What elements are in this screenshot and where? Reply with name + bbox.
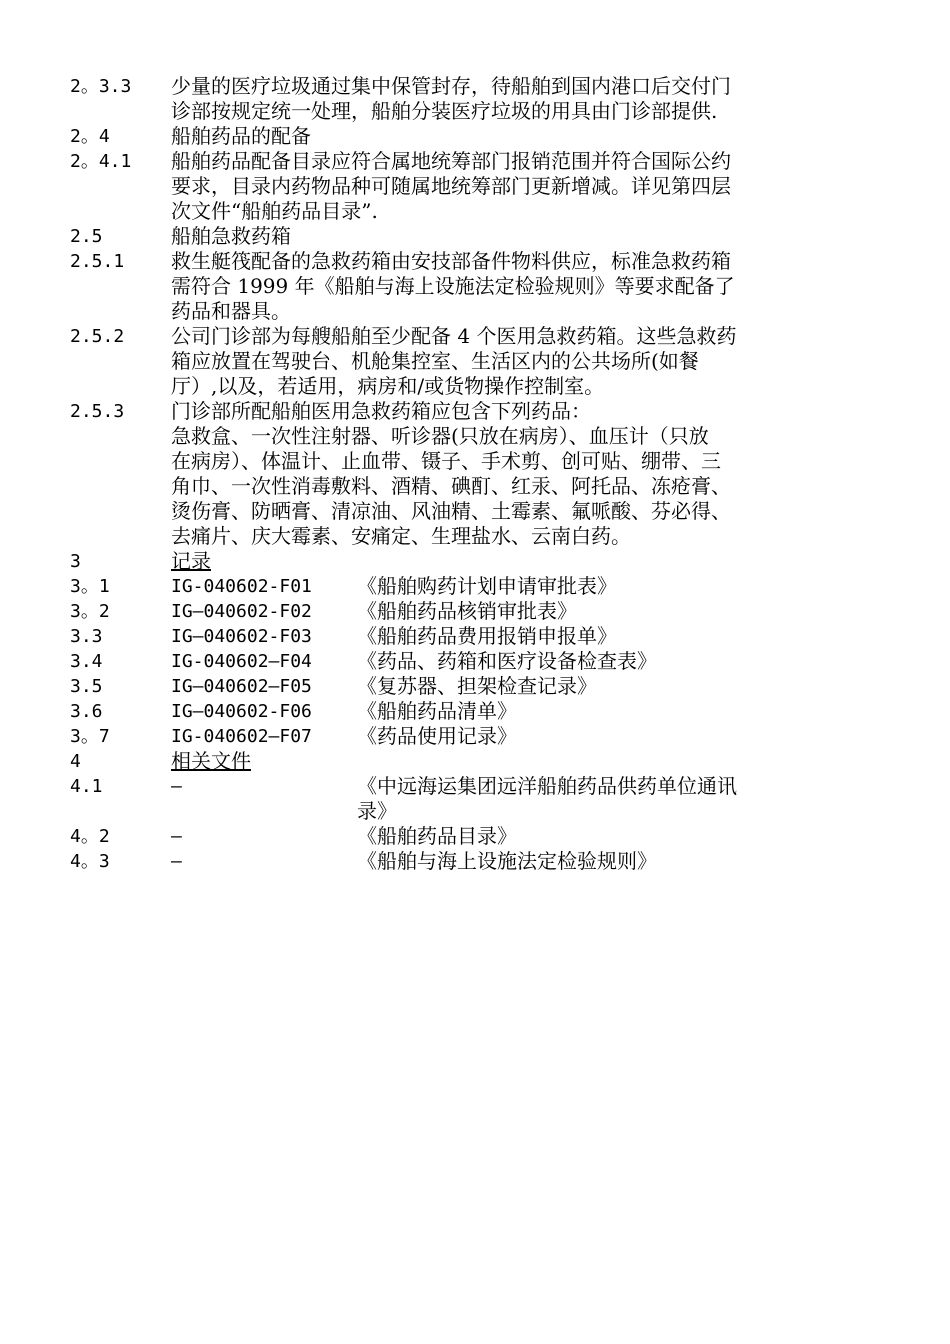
text-line: 诊部按规定统一处理，船舶分装医疗垃圾的用具由门诊部提供. <box>171 99 718 123</box>
section-number: 3 <box>70 551 81 572</box>
record-code: IG—040602-F03 <box>171 626 312 647</box>
text-line: 厅）,以及，若适用，病房和/或货物操作控制室。 <box>171 374 605 398</box>
text-line: 烫伤膏、防晒膏、清凉油、风油精、土霉素、氟哌酸、芬必得、 <box>171 499 731 523</box>
related-code: — <box>171 776 182 797</box>
section-number: 2.5.1 <box>70 251 125 272</box>
record-code: IG—040602—F05 <box>171 676 312 697</box>
record-number: 3。1 <box>70 576 110 597</box>
text-line: 去痛片、庆大霉素、安痛定、生理盐水、云南白药。 <box>171 524 631 548</box>
record-number: 3.6 <box>70 701 103 722</box>
record-row <box>70 599 810 624</box>
record-title: 《药品使用记录》 <box>357 724 517 748</box>
record-number: 3.4 <box>70 651 103 672</box>
record-title: 《复苏器、担架检查记录》 <box>357 674 597 698</box>
related-number: 4.1 <box>70 776 103 797</box>
section-heading: 船舶药品的配备 <box>171 124 311 148</box>
record-title: 《船舶药品核销审批表》 <box>357 599 577 623</box>
section-number: 2.5.3 <box>70 401 125 422</box>
text-line: 录》 <box>357 799 397 823</box>
section-3-records <box>70 549 810 574</box>
section-2-3-3 <box>70 74 810 124</box>
text-line: 门诊部所配船舶医用急救药箱应包含下列药品： <box>171 399 591 423</box>
section-number: 2.5.2 <box>70 326 125 347</box>
section-number: 2。3.3 <box>70 76 132 97</box>
text-line: 船舶药品配备目录应符合属地统筹部门报销范围并符合国际公约 <box>171 149 731 173</box>
text-line: 药品和器具。 <box>171 299 291 323</box>
record-number: 3.5 <box>70 676 103 697</box>
section-2-5 <box>70 224 810 249</box>
record-row <box>70 649 810 674</box>
record-code: IG-040602—F07 <box>171 726 312 747</box>
related-row <box>70 774 810 824</box>
related-row <box>70 849 810 874</box>
section-number: 4 <box>70 751 81 772</box>
record-code: IG—040602-F06 <box>171 701 312 722</box>
section-2-5-3 <box>70 399 810 549</box>
text-line: 要求，目录内药物品种可随属地统筹部门更新增减。详见第四层 <box>171 174 731 198</box>
section-text <box>171 149 810 224</box>
text-line: 在病房）、体温计、止血带、镊子、手术剪、创可贴、绷带、三 <box>171 449 721 473</box>
text-line: 少量的医疗垃圾通过集中保管封存，待船舶到国内港口后交付门 <box>171 74 731 98</box>
section-number: 2。4 <box>70 126 110 147</box>
section-number: 2。4.1 <box>70 151 132 172</box>
record-number: 3。2 <box>70 601 110 622</box>
section-2-4-1 <box>70 149 810 224</box>
section-heading: 记录 <box>171 549 211 573</box>
text-line: 箱应放置在驾驶台、机舱集控室、生活区内的公共场所(如餐 <box>171 349 699 373</box>
section-text <box>171 74 810 124</box>
record-row <box>70 674 810 699</box>
text-line: 《船舶与海上设施法定检验规则》 <box>357 849 657 873</box>
section-text <box>171 249 810 324</box>
record-row <box>70 624 810 649</box>
record-title: 《船舶药品费用报销申报单》 <box>357 624 617 648</box>
record-code: IG-040602—F04 <box>171 651 312 672</box>
related-code: — <box>171 851 182 872</box>
text-line: 需符合 1999 年《船舶与海上设施法定检验规则》等要求配备了 <box>171 274 735 298</box>
section-4-related <box>70 749 810 774</box>
record-title: 《船舶药品清单》 <box>357 699 517 723</box>
related-title <box>357 774 810 824</box>
section-number: 2.5 <box>70 226 103 247</box>
record-code: IG—040602-F02 <box>171 601 312 622</box>
section-2-4 <box>70 124 810 149</box>
related-title <box>357 824 810 849</box>
related-title <box>357 849 810 874</box>
text-line: 救生艇筏配备的急救药箱由安技部备件物料供应，标准急救药箱 <box>171 249 731 273</box>
section-2-5-2 <box>70 324 810 399</box>
record-title: 《药品、药箱和医疗设备检查表》 <box>357 649 657 673</box>
section-heading: 相关文件 <box>171 749 251 773</box>
related-number: 4。3 <box>70 851 110 872</box>
related-row <box>70 824 810 849</box>
section-heading: 船舶急救药箱 <box>171 224 291 248</box>
text-line: 公司门诊部为每艘船舶至少配备 4 个医用急救药箱。这些急救药 <box>171 324 737 348</box>
section-text <box>171 399 810 549</box>
text-line: 《船舶药品目录》 <box>357 824 517 848</box>
section-text <box>171 324 810 399</box>
text-line: 次文件“船舶药品目录”. <box>171 199 378 223</box>
record-row <box>70 699 810 724</box>
record-number: 3。7 <box>70 726 110 747</box>
text-line: 急救盒、一次性注射器、听诊器(只放在病房）、血压计（只放 <box>171 424 709 448</box>
text-line: 《中远海运集团远洋船舶药品供药单位通讯 <box>357 774 737 798</box>
record-row <box>70 574 810 599</box>
related-number: 4。2 <box>70 826 110 847</box>
record-title: 《船舶购药计划申请审批表》 <box>357 574 617 598</box>
section-2-5-1 <box>70 249 810 324</box>
related-code: — <box>171 826 182 847</box>
record-row <box>70 724 810 749</box>
document-page <box>70 74 810 874</box>
record-code: IG-040602-F01 <box>171 576 312 597</box>
text-line: 角巾、一次性消毒敷料、酒精、碘酊、红汞、阿托品、冻疮膏、 <box>171 474 731 498</box>
record-number: 3.3 <box>70 626 103 647</box>
